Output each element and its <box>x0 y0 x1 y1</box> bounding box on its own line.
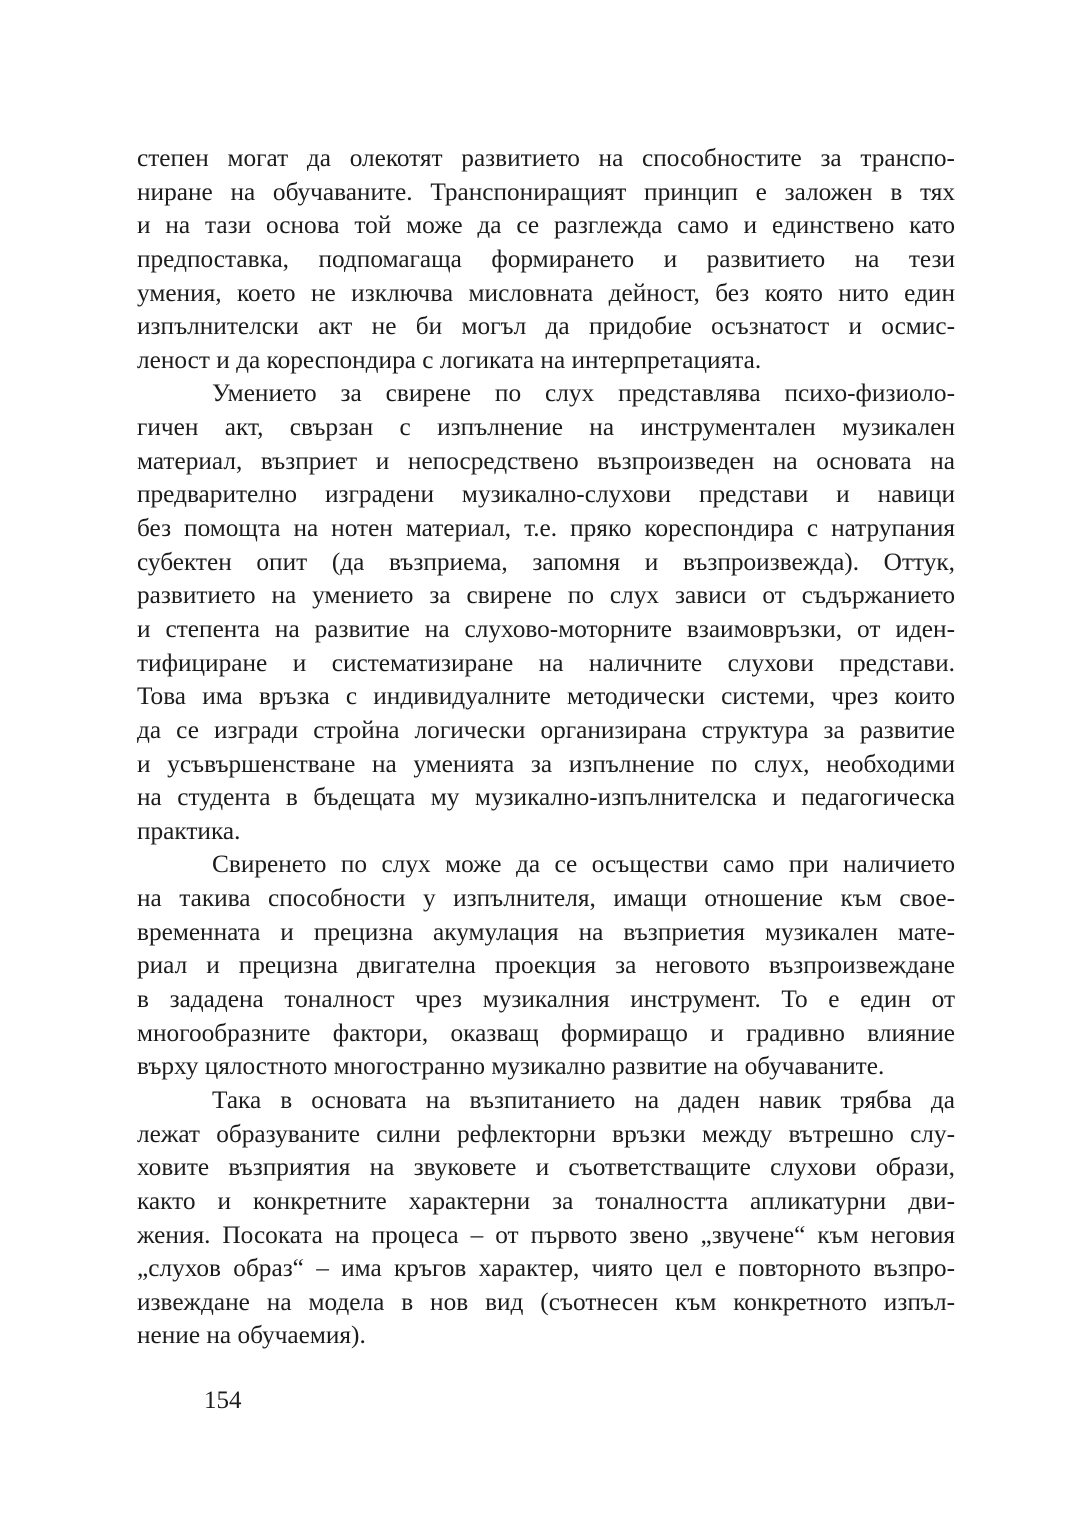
text-line: риал и прецизна двигателна проекция за неговото възпроизвеждане <box>137 951 955 980</box>
text-line: Умението за свирене по слух представлява психо-физиоло- <box>212 379 955 408</box>
text-line: в зададена тоналност чрез музикалния инструмент. То е един от <box>137 985 955 1014</box>
text-line: тифициране и систематизиране на наличните слухови представи. <box>137 648 955 677</box>
paragraph <box>137 377 955 848</box>
text-line: Това има връзка с индивидуалните методически системи, чрез които <box>137 682 955 711</box>
text-line: степен могат да олекотят развитието на способностите за транспо- <box>137 144 955 172</box>
text-line: Свиренето по слух може да се осъществи само при наличието <box>212 850 955 879</box>
paragraph <box>137 1084 955 1353</box>
text-line: лежат образуваните силни рефлекторни връзки между вътрешно слу- <box>137 1119 955 1148</box>
text-line: материал, възприет и непосредствено възпроизведен на основата на <box>137 446 955 475</box>
text-line: умения, което не изключва мисловната дейност, без която нито един <box>137 278 955 307</box>
text-line: практика. <box>137 816 241 845</box>
text-line: предварително изградени музикално-слухови представи и навици <box>137 480 955 509</box>
text-line: да се изгради стройна логически организирана структура за развитие <box>137 715 955 744</box>
text-line: гичен акт, свързан с изпълнение на инструментален музикален <box>137 413 955 442</box>
text-line: върху цялостното многостранно музикално развитие на обучаваните. <box>137 1052 885 1081</box>
text-line: извеждане на модела в нов вид (съотнесен към конкретното изпъл- <box>137 1287 955 1316</box>
text-line: Така в основата на възпитанието на даден навик трябва да <box>212 1085 955 1114</box>
text-line: предпоставка, подпомагаща формирането и развитието на тези <box>137 244 955 273</box>
text-line: както и конкретните характерни за тоналността апликатурни дви- <box>137 1186 955 1215</box>
text-line: временната и прецизна акумулация на възприетия музикален мате- <box>137 917 955 946</box>
text-line: на такива способности у изпълнителя, имащи отношение към свое- <box>137 884 955 913</box>
paragraph <box>137 142 955 377</box>
text-line: и на тази основа той може да се разглежда само и единствено като <box>137 211 955 240</box>
text-line: изпълнителски акт не би могъл да придобие осъзнатост и осмис- <box>137 312 955 341</box>
text-line: нение на обучаемия). <box>137 1321 366 1350</box>
paragraph <box>137 848 955 1083</box>
text-line: ниране на обучаваните. Транспониращият принцип е заложен в тях <box>137 177 955 206</box>
text-line: развитието на умението за свирене по слух зависи от съдържанието <box>137 581 955 610</box>
text-line: на студента в бъдещата му музикално-изпълнителска и педагогическа <box>137 783 955 812</box>
text-line: без помощта на нотен материал, т.е. пряко кореспондира с натрупания <box>137 514 955 543</box>
body-text <box>137 142 955 1353</box>
text-line: леност и да кореспондира с логиката на интерпретацията. <box>137 345 762 374</box>
text-line: и усъвършенстване на уменията за изпълнение по слух, необходими <box>137 749 955 778</box>
text-line: „слухов образ“ – има кръгов характер, чиято цел е повторното възпро- <box>137 1254 955 1283</box>
page-number: 154 <box>204 1387 242 1414</box>
text-line: многообразните фактори, оказващ формиращо и градивно влияние <box>137 1018 955 1047</box>
text-line: субектен опит (да възприема, запомня и възпроизвежда). Оттук, <box>137 547 955 576</box>
text-line: ховите възприятия на звуковете и съответстващите слухови образи, <box>137 1153 955 1182</box>
text-line: жения. Посоката на процеса – от първото звено „звучене“ към неговия <box>137 1220 955 1249</box>
text-line: и степента на развитие на слухово-моторните взаимовръзки, от иден- <box>137 614 955 643</box>
